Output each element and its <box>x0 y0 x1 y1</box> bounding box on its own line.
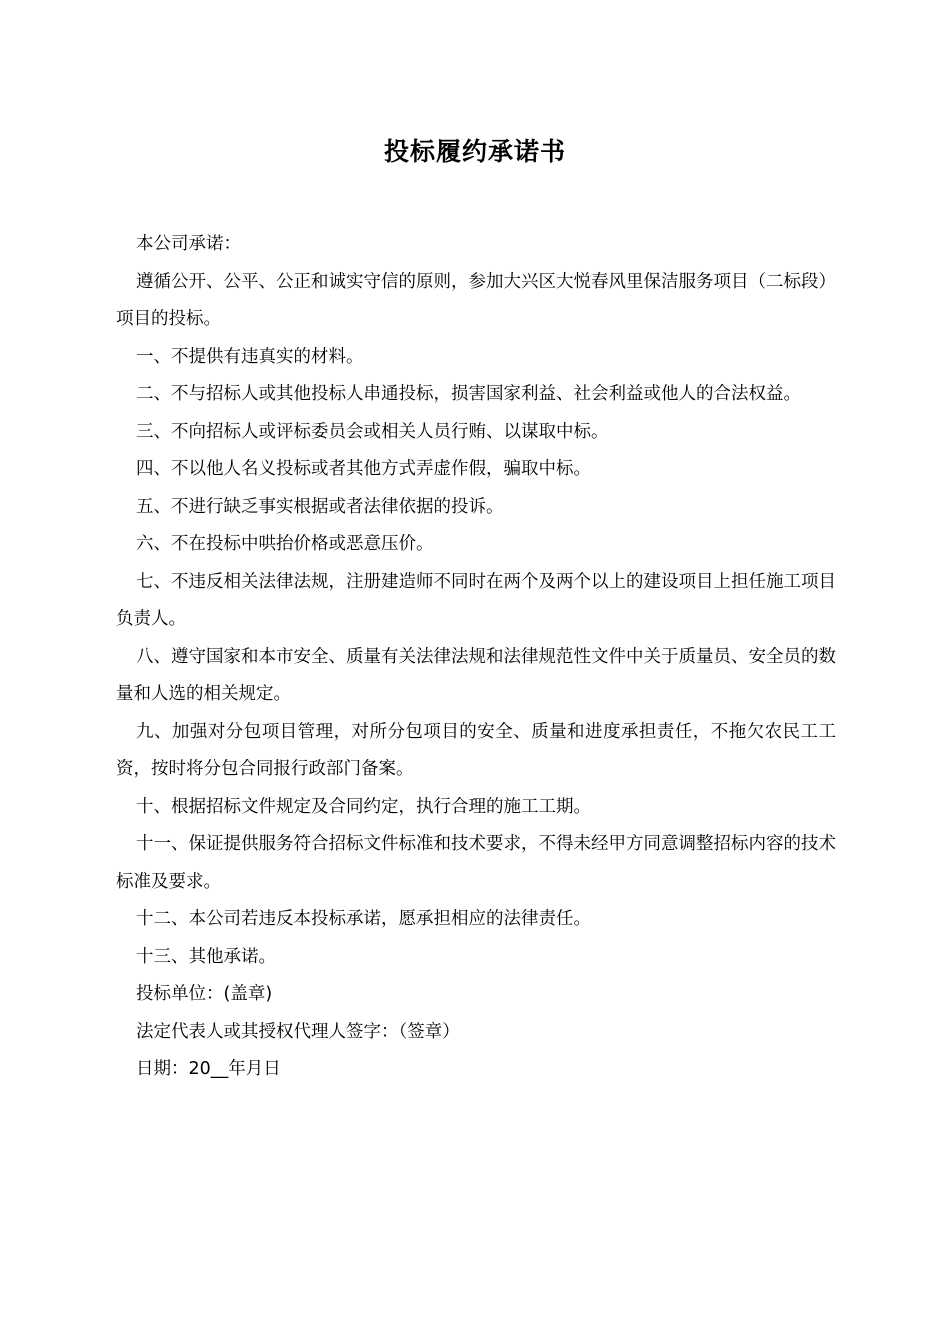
paragraph-7: 七、不违反相关法律法规，注册建造师不同时在两个及两个以上的建设项目上担任施工项目负责人。 <box>116 571 836 629</box>
bidder-unit-line: 投标单位：(盖章) <box>136 984 273 1004</box>
paragraph-10: 十、根据招标文件规定及合同约定，执行合理的施工工期。 <box>136 796 591 817</box>
paragraph-5: 五、不进行缺乏事实根据或者法律依据的投诉。 <box>136 496 504 517</box>
paragraph-1: 一、不提供有违真实的材料。 <box>136 346 364 367</box>
paragraph-13: 十三、其他承诺。 <box>136 946 276 967</box>
paragraph-intro: 遵循公开、公平、公正和诚实守信的原则，参加大兴区大悦春风里保洁服务项目（二标段）项目的投标。 <box>116 271 836 329</box>
paragraph-8: 八、遵守国家和本市安全、质量有关法律法规和法律规范性文件中关于质量员、安全员的数量和人选的相关规定。 <box>116 646 836 704</box>
paragraph-6: 六、不在投标中哄抬价格或恶意压价。 <box>136 534 434 554</box>
paragraph-12: 十二、本公司若违反本投标承诺，愿承担相应的法律责任。 <box>136 909 591 929</box>
paragraph-4: 四、不以他人名义投标或者其他方式弄虚作假，骗取中标。 <box>136 459 591 479</box>
greeting: 本公司承诺： <box>136 234 241 254</box>
paragraph-3: 三、不向招标人或评标委员会或相关人员行贿、以谋取中标。 <box>136 421 609 442</box>
paragraph-11: 十一、保证提供服务符合招标文件标准和技术要求，不得未经甲方同意调整招标内容的技术标准及要求。 <box>116 834 836 892</box>
document-title: 投标履约承诺书 <box>383 137 566 166</box>
document-body <box>116 226 836 1089</box>
date-line: 日期：20__年月日 <box>136 1059 281 1079</box>
paragraph-2: 二、不与招标人或其他投标人串通投标，损害国家利益、社会利益或他人的合法权益。 <box>136 384 801 404</box>
paragraph-9: 九、加强对分包项目管理，对所分包项目的安全、质量和进度承担责任，不拖欠农民工工资，按时将分包合同报行政部门备案。 <box>116 721 836 779</box>
legal-rep-signature-line: 法定代表人或其授权代理人签字：（签章） <box>136 1021 460 1042</box>
